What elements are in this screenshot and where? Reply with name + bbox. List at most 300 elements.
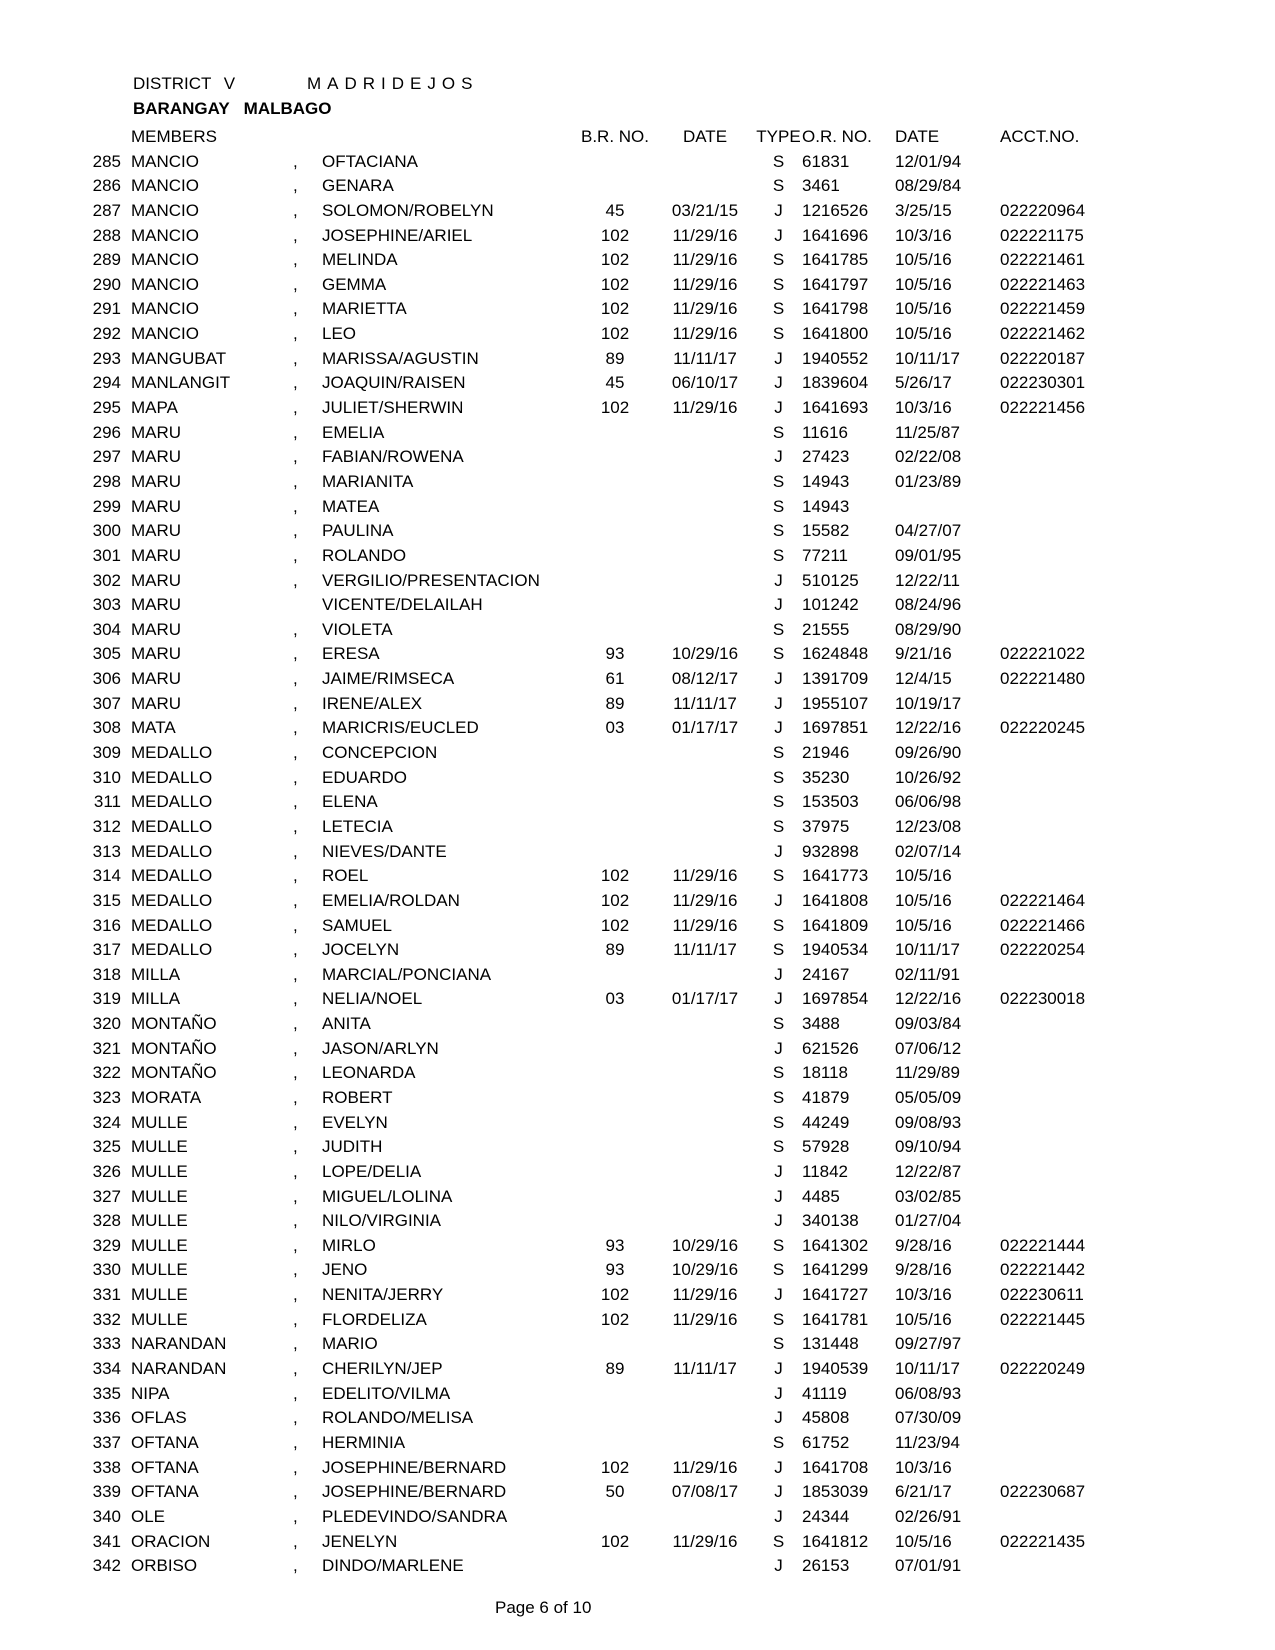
or-date: 10/3/16 <box>895 225 952 245</box>
member-number: 333 <box>92 1334 121 1354</box>
member-number: 313 <box>92 841 121 861</box>
br-number: 50 <box>605 1482 625 1502</box>
membership-type: S <box>772 521 785 541</box>
or-date: 02/11/91 <box>895 964 960 984</box>
comma-separator: , <box>293 866 298 886</box>
membership-type: S <box>772 1260 785 1280</box>
header-spacer <box>322 125 575 150</box>
membership-type: J <box>774 1161 783 1181</box>
comma-separator: , <box>293 1186 298 1206</box>
header-spacer <box>293 125 322 150</box>
account-number: 022220187 <box>1000 348 1086 368</box>
br-number <box>575 174 655 199</box>
br-date <box>655 1086 755 1111</box>
table-row <box>85 396 1115 421</box>
or-date: 11/23/94 <box>895 1432 960 1452</box>
account-number: 022230687 <box>1000 1482 1086 1502</box>
account-number <box>1000 815 1115 840</box>
comma-separator: , <box>293 1161 298 1181</box>
member-number: 311 <box>93 792 121 812</box>
br-number <box>575 790 655 815</box>
member-surname: MULLE <box>131 1112 188 1132</box>
br-date <box>655 815 755 840</box>
br-date <box>655 1382 755 1407</box>
or-date: 02/26/91 <box>895 1506 962 1526</box>
or-number: 1641299 <box>802 1260 869 1280</box>
members-header: MEMBERS <box>131 127 217 146</box>
member-given-name: MARCIAL/PONCIANA <box>322 964 492 984</box>
member-number: 297 <box>92 447 121 467</box>
br-date <box>655 840 755 865</box>
member-surname: OFTANA <box>131 1457 199 1477</box>
member-given-name: EDELITO/VILMA <box>322 1383 451 1403</box>
member-number: 300 <box>92 521 121 541</box>
member-surname: MARU <box>131 693 182 713</box>
table-row <box>85 347 1115 372</box>
table-row <box>85 1406 1115 1431</box>
br-number <box>575 766 655 791</box>
account-number <box>1000 1456 1115 1481</box>
br-date <box>655 1209 755 1234</box>
comma-separator: , <box>293 1482 298 1502</box>
or-date: 01/27/04 <box>895 1211 962 1231</box>
table-row <box>85 569 1115 594</box>
or-date: 05/05/09 <box>895 1087 962 1107</box>
table-row <box>85 1554 1115 1579</box>
member-number: 331 <box>92 1285 121 1305</box>
br-number: 93 <box>605 644 625 664</box>
member-surname: NARANDAN <box>131 1334 227 1354</box>
member-surname: MULLE <box>131 1137 188 1157</box>
member-number: 314 <box>92 866 121 886</box>
or-date: 10/3/16 <box>895 398 952 418</box>
or-date: 10/5/16 <box>895 890 952 910</box>
br-number <box>575 1332 655 1357</box>
membership-type: S <box>772 1137 785 1157</box>
br-number <box>575 519 655 544</box>
comma-separator: , <box>293 792 298 812</box>
membership-type: J <box>774 225 783 245</box>
or-number: 41879 <box>802 1087 850 1107</box>
or-date: 3/25/15 <box>895 200 952 220</box>
br-date: 11/29/16 <box>672 324 738 344</box>
member-surname: MEDALLO <box>131 743 213 763</box>
or-number: 1641797 <box>802 274 869 294</box>
or-number: 1216526 <box>802 200 869 220</box>
table-row <box>85 642 1115 667</box>
br-number <box>575 569 655 594</box>
page-footer: Page 6 of 10 <box>495 1598 592 1617</box>
barangay-line <box>133 98 332 120</box>
member-number: 302 <box>92 570 121 590</box>
table-row <box>85 1505 1115 1530</box>
or-date: 10/11/17 <box>895 1359 960 1379</box>
member-surname: MEDALLO <box>131 841 213 861</box>
or-number: 621526 <box>802 1038 859 1058</box>
account-number: 022221466 <box>1000 915 1086 935</box>
or-date: 01/23/89 <box>895 471 962 491</box>
account-number <box>1000 692 1115 717</box>
table-row <box>85 470 1115 495</box>
comma-separator: , <box>293 1531 298 1551</box>
or-number: 61752 <box>802 1432 850 1452</box>
or-date: 10/5/16 <box>895 299 952 319</box>
br-number <box>575 1185 655 1210</box>
member-number: 334 <box>92 1359 121 1379</box>
member-given-name: VERGILIO/PRESENTACION <box>322 570 540 590</box>
member-number: 339 <box>92 1482 121 1502</box>
comma-separator: , <box>293 200 298 220</box>
header-spacer <box>85 125 131 150</box>
membership-type: J <box>774 693 783 713</box>
comma-separator <box>293 593 322 618</box>
account-number <box>1000 1431 1115 1456</box>
account-number <box>1000 495 1115 520</box>
table-row <box>85 248 1115 273</box>
member-surname: OFTANA <box>131 1432 199 1452</box>
br-date <box>655 963 755 988</box>
membership-type: S <box>772 274 785 294</box>
or-number: 1641809 <box>802 915 869 935</box>
or-number: 1624848 <box>802 644 869 664</box>
comma-separator: , <box>293 1260 298 1280</box>
account-number <box>1000 840 1115 865</box>
member-number: 310 <box>92 767 121 787</box>
comma-separator: , <box>293 890 298 910</box>
member-given-name: ROBERT <box>322 1087 393 1107</box>
account-number <box>1000 1332 1115 1357</box>
member-number: 341 <box>92 1531 121 1551</box>
account-number <box>1000 519 1115 544</box>
member-number: 298 <box>92 471 121 491</box>
member-given-name: MARIO <box>322 1334 378 1354</box>
account-number <box>1000 790 1115 815</box>
table-row <box>85 1332 1115 1357</box>
comma-separator: , <box>293 1506 298 1526</box>
membership-type: S <box>772 1309 785 1329</box>
membership-type: J <box>774 1359 783 1379</box>
or-date: 07/06/12 <box>895 1038 962 1058</box>
or-number: 1641302 <box>802 1235 869 1255</box>
or-date: 12/22/87 <box>895 1161 962 1181</box>
member-surname: MANGUBAT <box>131 348 227 368</box>
or-number: 1641773 <box>802 866 869 886</box>
br-date: 03/21/15 <box>671 200 739 220</box>
table-row <box>85 692 1115 717</box>
member-given-name: ERESA <box>322 644 380 664</box>
comma-separator: , <box>293 816 298 836</box>
membership-type: S <box>772 767 785 787</box>
member-given-name: JASON/ARLYN <box>322 1038 439 1058</box>
br-date <box>655 495 755 520</box>
member-number: 301 <box>92 545 121 565</box>
member-given-name: JOSEPHINE/ARIEL <box>322 225 473 245</box>
member-number: 305 <box>92 644 121 664</box>
br-date: 11/29/16 <box>672 1531 738 1551</box>
or-date: 09/26/90 <box>895 743 962 763</box>
type-header: TYPE <box>756 127 801 146</box>
br-number <box>575 1505 655 1530</box>
table-row <box>85 618 1115 643</box>
or-number: 27423 <box>802 447 850 467</box>
comma-separator: , <box>293 767 298 787</box>
br-date <box>655 741 755 766</box>
br-number: 03 <box>605 989 625 1009</box>
account-number <box>1000 1209 1115 1234</box>
comma-separator: , <box>293 274 298 294</box>
or-number: 1940552 <box>802 348 869 368</box>
comma-separator: , <box>293 324 298 344</box>
membership-type: J <box>774 890 783 910</box>
br-date: 11/11/17 <box>673 940 737 960</box>
table-row <box>85 1431 1115 1456</box>
member-given-name: PLEDEVINDO/SANDRA <box>322 1506 508 1526</box>
comma-separator: , <box>293 299 298 319</box>
member-number: 320 <box>92 1014 121 1034</box>
table-body <box>85 150 1115 1579</box>
member-number: 306 <box>92 669 121 689</box>
br-number <box>575 1160 655 1185</box>
member-surname: MARU <box>131 595 182 615</box>
member-number: 317 <box>92 940 121 960</box>
table-row <box>85 815 1115 840</box>
br-number <box>575 1135 655 1160</box>
or-date: 12/4/15 <box>895 669 952 689</box>
membership-type: S <box>772 915 785 935</box>
member-number: 304 <box>92 619 121 639</box>
br-number <box>575 618 655 643</box>
member-surname: OLE <box>131 1506 166 1526</box>
br-date <box>655 1431 755 1456</box>
or-date: 10/11/17 <box>895 940 960 960</box>
membership-type: S <box>772 1235 785 1255</box>
or-date <box>895 495 1000 520</box>
br-date: 08/12/17 <box>671 669 739 689</box>
member-given-name: EDUARDO <box>322 767 408 787</box>
membership-type: J <box>774 1457 783 1477</box>
br-date <box>655 766 755 791</box>
member-surname: MILLA <box>131 989 181 1009</box>
br-date: 11/29/16 <box>672 1285 738 1305</box>
comma-separator: , <box>293 1309 298 1329</box>
member-given-name: EMELIA/ROLDAN <box>322 890 460 910</box>
membership-type: J <box>774 1383 783 1403</box>
member-surname: MEDALLO <box>131 940 213 960</box>
member-surname: MULLE <box>131 1285 188 1305</box>
member-surname: MILLA <box>131 964 181 984</box>
br-date <box>655 1160 755 1185</box>
table-row <box>85 987 1115 1012</box>
acct-no-header: ACCT.NO. <box>1000 127 1080 146</box>
or-number: 1940534 <box>802 940 869 960</box>
or-number: 1853039 <box>802 1482 869 1502</box>
comma-separator: , <box>293 1038 298 1058</box>
comma-separator: , <box>293 1112 298 1132</box>
account-number: 022221445 <box>1000 1309 1086 1329</box>
member-surname: OFTANA <box>131 1482 199 1502</box>
or-date: 10/5/16 <box>895 1309 952 1329</box>
membership-type: S <box>772 1531 785 1551</box>
table-row <box>85 322 1115 347</box>
br-number: 45 <box>605 200 625 220</box>
or-date: 12/22/11 <box>895 570 960 590</box>
or-number: 37975 <box>802 816 850 836</box>
member-given-name: MATEA <box>322 496 380 516</box>
or-date: 11/29/89 <box>895 1063 960 1083</box>
member-given-name: MARIANITA <box>322 471 414 491</box>
member-surname: NARANDAN <box>131 1359 227 1379</box>
member-surname: MULLE <box>131 1211 188 1231</box>
member-surname: MANCIO <box>131 250 199 270</box>
table-row <box>85 371 1115 396</box>
or-number: 57928 <box>802 1137 850 1157</box>
member-given-name: JOSEPHINE/BERNARD <box>322 1482 507 1502</box>
br-date: 11/11/17 <box>673 348 737 368</box>
or-date: 9/28/16 <box>895 1260 952 1280</box>
br-number: 61 <box>605 669 625 689</box>
br-date <box>655 519 755 544</box>
table-row <box>85 963 1115 988</box>
member-number: 336 <box>92 1408 121 1428</box>
member-given-name: JULIET/SHERWIN <box>322 398 464 418</box>
member-surname: MULLE <box>131 1186 188 1206</box>
comma-separator: , <box>293 1556 298 1576</box>
br-number <box>575 1406 655 1431</box>
members-table <box>85 125 1115 1579</box>
account-number <box>1000 741 1115 766</box>
member-given-name: LETECIA <box>322 816 393 836</box>
comma-separator: , <box>293 743 298 763</box>
member-given-name: SAMUEL <box>322 915 392 935</box>
or-date: 02/07/14 <box>895 841 962 861</box>
br-number <box>575 593 655 618</box>
membership-type: J <box>774 595 783 615</box>
br-number: 102 <box>600 866 630 886</box>
membership-type: S <box>772 545 785 565</box>
member-given-name: DINDO/MARLENE <box>322 1556 464 1576</box>
member-number: 340 <box>92 1506 121 1526</box>
or-date: 10/5/16 <box>895 274 952 294</box>
br-number: 102 <box>600 915 630 935</box>
or-number: 101242 <box>802 595 859 615</box>
account-number <box>1000 618 1115 643</box>
member-given-name: LOPE/DELIA <box>322 1161 422 1181</box>
br-date <box>655 1061 755 1086</box>
member-number: 329 <box>92 1235 121 1255</box>
account-number <box>1000 864 1115 889</box>
table-row <box>85 864 1115 889</box>
br-date <box>655 174 755 199</box>
br-number: 102 <box>600 225 630 245</box>
member-number: 287 <box>92 200 121 220</box>
account-number <box>1000 1406 1115 1431</box>
membership-type: J <box>774 989 783 1009</box>
or-date: 9/21/16 <box>895 644 952 664</box>
br-date <box>655 1554 755 1579</box>
or-date: 10/5/16 <box>895 1531 952 1551</box>
br-date: 11/29/16 <box>672 225 738 245</box>
member-number: 328 <box>92 1211 121 1231</box>
br-number <box>575 1061 655 1086</box>
br-date <box>655 470 755 495</box>
or-number: 14943 <box>802 471 850 491</box>
member-number: 326 <box>92 1161 121 1181</box>
br-number <box>575 1431 655 1456</box>
account-number: 022221462 <box>1000 324 1086 344</box>
or-number: 153503 <box>802 792 859 812</box>
account-number: 022230301 <box>1000 373 1086 393</box>
or-date: 10/5/16 <box>895 866 952 886</box>
or-number: 1391709 <box>802 669 869 689</box>
membership-type: J <box>774 447 783 467</box>
member-number: 315 <box>92 890 121 910</box>
member-surname: MONTAÑO <box>131 1038 217 1058</box>
br-number: 102 <box>600 1309 630 1329</box>
member-given-name: VICENTE/DELAILAH <box>322 595 483 615</box>
account-number: 022220245 <box>1000 718 1086 738</box>
table-row <box>85 1382 1115 1407</box>
br-date: 11/29/16 <box>672 250 738 270</box>
membership-type: J <box>774 200 783 220</box>
or-number: 1641798 <box>802 299 869 319</box>
member-surname: MANCIO <box>131 151 199 171</box>
table-row <box>85 297 1115 322</box>
member-given-name: LEO <box>322 324 357 344</box>
member-given-name: NENITA/JERRY <box>322 1285 444 1305</box>
member-given-name: CHERILYN/JEP <box>322 1359 443 1379</box>
comma-separator: , <box>293 1432 298 1452</box>
comma-separator: , <box>293 1408 298 1428</box>
member-given-name: LEONARDA <box>322 1063 416 1083</box>
member-surname: MARU <box>131 545 182 565</box>
table-row <box>85 1012 1115 1037</box>
membership-type: J <box>774 1408 783 1428</box>
br-number <box>575 1012 655 1037</box>
or-number: 15582 <box>802 521 850 541</box>
comma-separator: , <box>293 693 298 713</box>
member-number: 286 <box>92 176 121 196</box>
member-number: 327 <box>92 1186 121 1206</box>
br-date: 07/08/17 <box>671 1482 739 1502</box>
or-number: 11616 <box>802 422 849 442</box>
or-number: 24167 <box>802 964 850 984</box>
table-row <box>85 1456 1115 1481</box>
membership-type: S <box>772 1063 785 1083</box>
or-date: 10/5/16 <box>895 915 952 935</box>
or-number: 1641808 <box>802 890 869 910</box>
district-label: DISTRICT V <box>133 74 236 93</box>
membership-type: J <box>774 570 783 590</box>
account-number <box>1000 1135 1115 1160</box>
comma-separator: , <box>293 619 298 639</box>
member-number: 323 <box>92 1087 121 1107</box>
br-number: 102 <box>600 398 630 418</box>
or-number: 21946 <box>802 743 850 763</box>
or-date: 12/22/16 <box>895 989 962 1009</box>
member-surname: MARU <box>131 619 182 639</box>
account-number: 022221459 <box>1000 299 1086 319</box>
or-number: 3488 <box>802 1014 840 1034</box>
or-date: 06/08/93 <box>895 1383 962 1403</box>
or-number: 61831 <box>802 151 850 171</box>
membership-type: S <box>772 250 785 270</box>
membership-type: S <box>772 866 785 886</box>
member-number: 324 <box>92 1112 121 1132</box>
br-number <box>575 840 655 865</box>
comma-separator: , <box>293 545 298 565</box>
membership-type: J <box>774 1186 783 1206</box>
br-date <box>655 1406 755 1431</box>
